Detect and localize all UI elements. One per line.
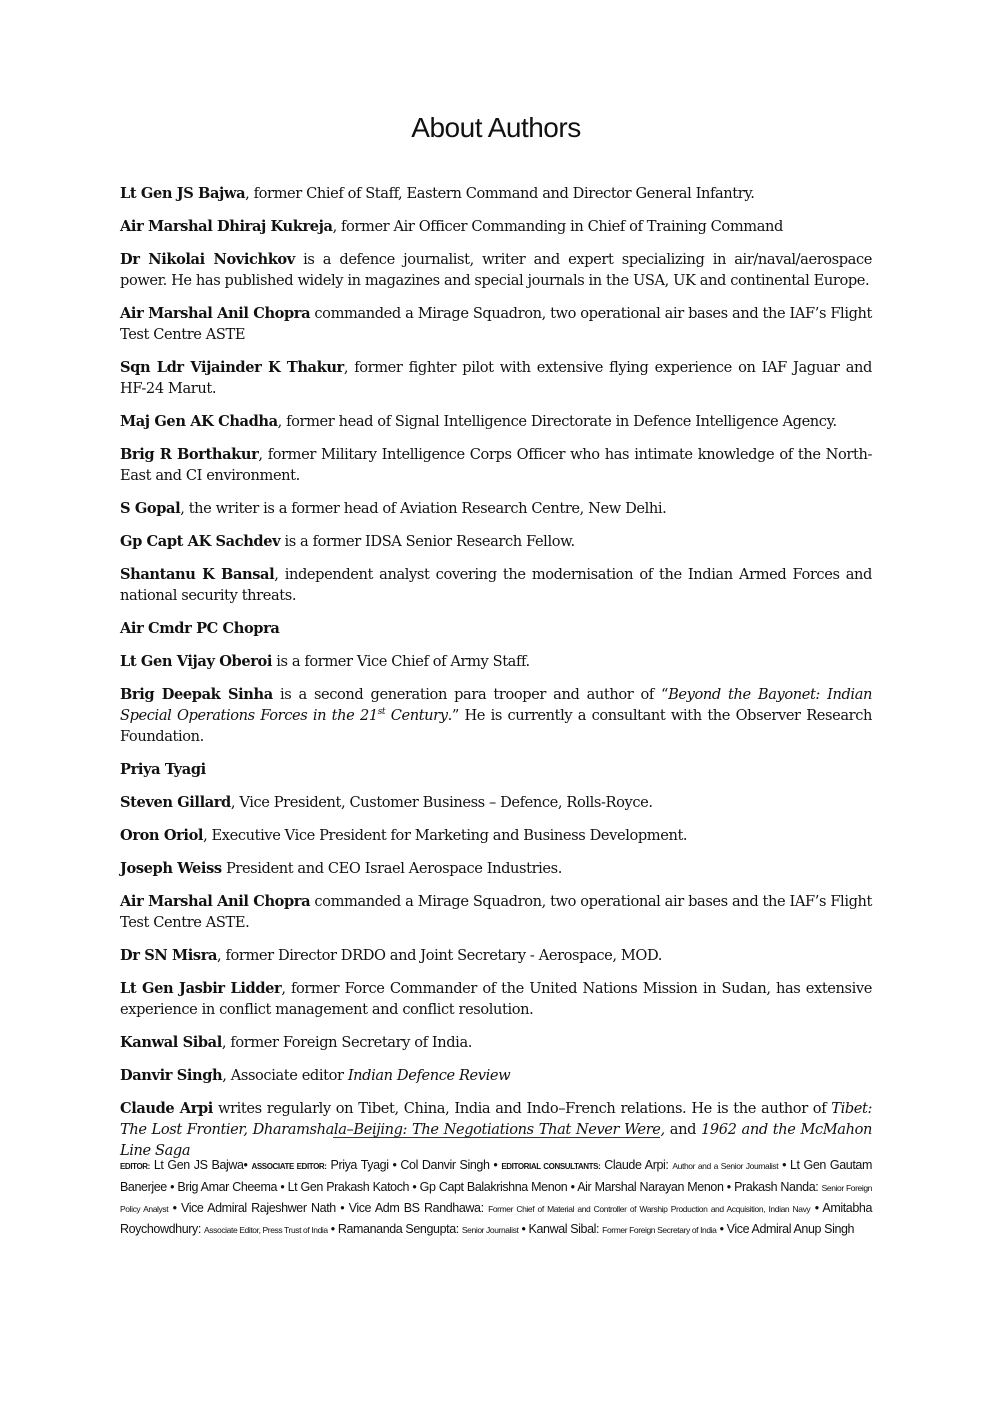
author-entry xyxy=(120,1032,872,1053)
author-entry xyxy=(120,858,872,879)
author-name: Claude Arpi xyxy=(120,1100,213,1117)
author-name: Air Marshal Dhiraj Kukreja xyxy=(120,218,333,235)
author-entry xyxy=(120,183,872,204)
author-entry xyxy=(120,651,872,672)
italic-title: Tibet: The Lost Frontier, Dharamshala–Beijing: The Negotiations That Never Were, xyxy=(120,1100,872,1138)
author-name: Steven Gillard xyxy=(120,794,231,811)
author-name: Brig R Borthakur xyxy=(120,446,259,463)
credit-names: • Lt Gen Gautam Banerjee • Brig Amar Cheema • Lt Gen Prakash Katoch • Gp Capt Balakrishna Menon • Air Marshal Narayan Menon • Prakash Nanda: xyxy=(120,1158,872,1194)
author-entry xyxy=(120,891,872,933)
author-list xyxy=(120,183,872,1173)
author-description: writes regularly on Tibet, China, India and Indo–French relations. He is the author of xyxy=(212,1100,832,1117)
author-name: Air Cmdr PC Chopra xyxy=(120,620,280,637)
editorial-credits xyxy=(120,1155,872,1240)
author-description: is a defence journalist, writer and expert specializing in air/naval/aerospace power. He has published widely in magazines and special journals in the USA, UK and continental Europe. xyxy=(120,251,872,289)
author-description: , former Force Commander of the United Nations Mission in Sudan, has extensive experience in conflict management and conflict resolution. xyxy=(120,980,872,1018)
italic-title: 1962 and the McMahon Line Saga xyxy=(120,1121,872,1159)
credit-names: Claude Arpi: xyxy=(600,1158,673,1172)
author-description: , Associate editor xyxy=(222,1067,348,1084)
author-entry xyxy=(120,792,872,813)
author-name: Sqn Ldr Vijainder K Thakur xyxy=(120,359,344,376)
author-entry xyxy=(120,249,872,291)
author-description: , former Chief of Staff, Eastern Command and Director General Infantry. xyxy=(245,185,755,202)
author-name: Lt Gen JS Bajwa xyxy=(120,185,246,202)
author-description: , former Air Officer Commanding in Chief of Training Command xyxy=(332,218,783,235)
author-name: Air Marshal Anil Chopra xyxy=(120,893,311,910)
author-description: , former head of Signal Intelligence Directorate in Defence Intelligence Agency. xyxy=(277,413,837,430)
author-description: is a former Vice Chief of Army Staff. xyxy=(272,653,530,670)
author-description: , former Military Intelligence Corps Officer who has intimate knowledge of the North-East and CI environment. xyxy=(120,446,872,484)
author-entry xyxy=(120,1098,872,1161)
author-name: Dr Nikolai Novichkov xyxy=(120,251,295,268)
author-entry xyxy=(120,1065,872,1086)
author-name: Lt Gen Jasbir Lidder xyxy=(120,980,282,997)
author-entry xyxy=(120,618,872,639)
author-entry xyxy=(120,945,872,966)
author-description: and xyxy=(664,1121,702,1138)
credit-note: Senior Journalist xyxy=(461,1225,519,1235)
credit-note: Former Chief of Material and Controller of Warship Production and Acquisition, Indian Navy xyxy=(488,1204,811,1214)
author-name: Joseph Weiss xyxy=(120,860,222,877)
author-name: Gp Capt AK Sachdev xyxy=(120,533,281,550)
author-entry xyxy=(120,759,872,780)
credit-names: • Kanwal Sibal: xyxy=(518,1222,603,1236)
author-description: President and CEO Israel Aerospace Industries. xyxy=(221,860,562,877)
credit-note: Associate Editor, Press Trust of India xyxy=(204,1225,328,1235)
author-description: , Vice President, Customer Business – Defence, Rolls-Royce. xyxy=(230,794,653,811)
author-description: commanded a Mirage Squadron, two operational air bases and the IAF’s Flight Test Centre ASTE xyxy=(120,305,872,343)
author-name: Lt Gen Vijay Oberoi xyxy=(120,653,272,670)
italic-title: Century xyxy=(385,707,448,724)
credit-label: EDITOR: xyxy=(120,1162,150,1171)
author-description: , independent analyst covering the modernisation of the Indian Armed Forces and national security threats. xyxy=(120,566,872,604)
author-name: Danvir Singh xyxy=(120,1067,223,1084)
author-entry xyxy=(120,531,872,552)
author-entry xyxy=(120,411,872,432)
credit-names: • Vice Admiral Anup Singh xyxy=(716,1222,855,1236)
credit-names: • Amitabha Roychowdhury: xyxy=(120,1201,872,1236)
author-name: Maj Gen AK Chadha xyxy=(120,413,278,430)
italic-title: Beyond the Bayonet: Indian Special Operations Forces in the 21 xyxy=(120,686,872,724)
author-name: Air Marshal Anil Chopra xyxy=(120,305,311,322)
author-entry xyxy=(120,825,872,846)
author-description: .” He is currently a consultant with the Observer Research Foundation. xyxy=(120,707,872,745)
divider xyxy=(333,1137,660,1138)
credit-names: Priya Tyagi • Col Danvir Singh • xyxy=(326,1158,502,1172)
author-name: Priya Tyagi xyxy=(120,761,206,778)
author-name: Oron Oriol xyxy=(120,827,204,844)
author-name: Dr SN Misra xyxy=(120,947,218,964)
author-name: Brig Deepak Sinha xyxy=(120,686,273,703)
author-entry xyxy=(120,684,872,747)
credit-note: Senior Foreign Policy Analyst xyxy=(120,1183,872,1214)
author-description: commanded a Mirage Squadron, two operational air bases and the IAF’s Flight Test Centre ASTE. xyxy=(120,893,872,931)
author-entry xyxy=(120,357,872,399)
author-description: , Executive Vice President for Marketing and Business Development. xyxy=(203,827,688,844)
author-name: S Gopal xyxy=(120,500,181,517)
credit-names: • Vice Admiral Rajeshwer Nath • Vice Adm BS Randhawa: xyxy=(168,1201,489,1215)
credit-label: EDITORIAL CONSULTANTS: xyxy=(501,1162,601,1171)
superscript: st xyxy=(377,707,386,718)
credit-names: • Ramananda Sengupta: xyxy=(327,1222,462,1236)
credit-label: ASSOCIATE EDITOR: xyxy=(251,1162,327,1171)
credit-note: Former Foreign Secretary of India xyxy=(602,1225,717,1235)
author-entry xyxy=(120,216,872,237)
author-entry xyxy=(120,564,872,606)
author-description: , former fighter pilot with extensive flying experience on IAF Jaguar and HF-24 Marut. xyxy=(120,359,872,397)
author-description: is a former IDSA Senior Research Fellow. xyxy=(280,533,575,550)
author-entry xyxy=(120,978,872,1020)
italic-title: Indian Defence Review xyxy=(347,1067,511,1084)
author-name: Shantanu K Bansal xyxy=(120,566,275,583)
page-title: About Authors xyxy=(411,112,581,143)
author-description: , former Director DRDO and Joint Secretary - Aerospace, MOD. xyxy=(217,947,662,964)
author-entry xyxy=(120,444,872,486)
author-description: , the writer is a former head of Aviation Research Centre, New Delhi. xyxy=(180,500,667,517)
author-description: is a second generation para trooper and author of “ xyxy=(272,686,669,703)
author-name: Kanwal Sibal xyxy=(120,1034,222,1051)
author-entry xyxy=(120,498,872,519)
author-entry xyxy=(120,303,872,345)
author-description: , former Foreign Secretary of India. xyxy=(221,1034,472,1051)
credit-note: Author and a Senior Journalist xyxy=(672,1161,779,1171)
credit-names: Lt Gen JS Bajwa• xyxy=(149,1158,252,1172)
